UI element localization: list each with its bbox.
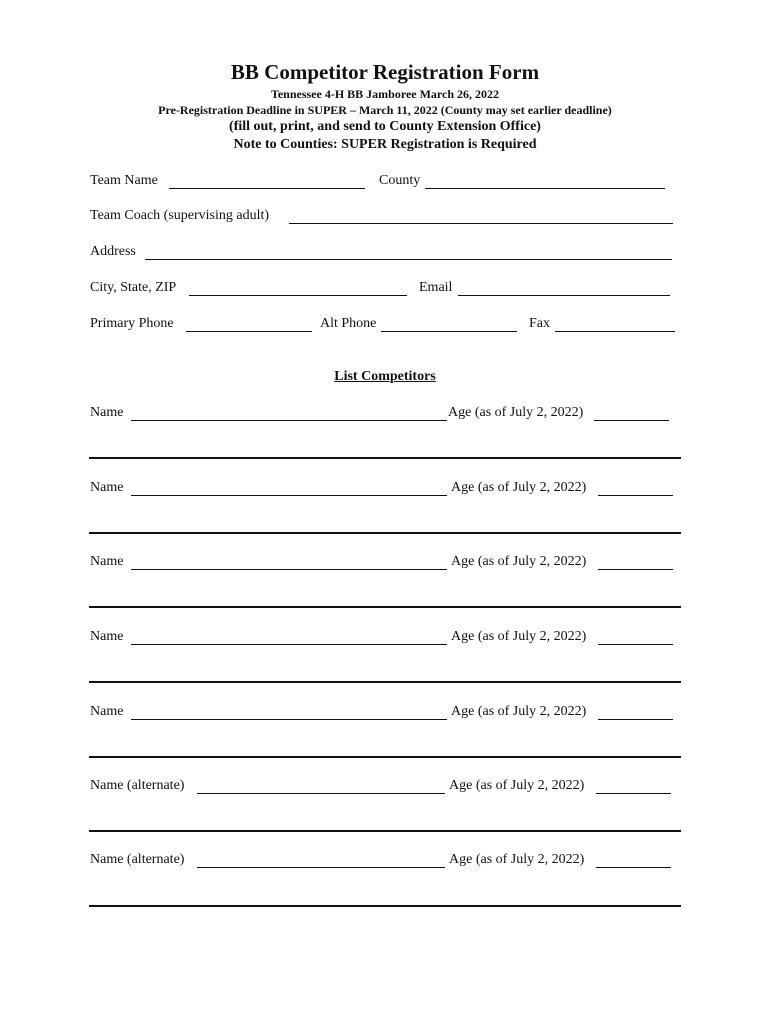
competitor-2-age-field[interactable] xyxy=(598,495,673,496)
competitor-4-name-label: Name xyxy=(90,629,124,644)
instructions-text: (fill out, print, and send to County Extension Office) xyxy=(229,119,541,134)
deadline-subtitle: Pre-Registration Deadline in SUPER – March 11, 2022 (County may set earlier deadline) xyxy=(158,103,612,117)
competitor-3-name-field[interactable] xyxy=(131,569,447,570)
email-label: Email xyxy=(419,280,453,295)
alternate-1-age-label: Age (as of July 2, 2022) xyxy=(449,778,585,793)
competitor-3-age-field[interactable] xyxy=(598,569,673,570)
fax-field[interactable] xyxy=(555,331,675,332)
competitor-4-age-label: Age (as of July 2, 2022) xyxy=(451,629,587,644)
competitor-5-age-field[interactable] xyxy=(598,719,673,720)
email-field[interactable] xyxy=(458,295,670,296)
county-label: County xyxy=(379,173,421,188)
competitor-5-name-label: Name xyxy=(90,704,124,719)
competitor-1-age-label: Age (as of July 2, 2022) xyxy=(448,405,584,420)
county-field[interactable] xyxy=(425,188,665,189)
competitor-3-divider[interactable] xyxy=(89,606,681,608)
alternate-1-age-field[interactable] xyxy=(596,793,671,794)
competitor-5-age-label: Age (as of July 2, 2022) xyxy=(451,704,587,719)
competitor-1-age-field[interactable] xyxy=(594,420,669,421)
competitor-1-name-label: Name xyxy=(90,405,124,420)
primary-phone-label: Primary Phone xyxy=(90,316,174,331)
competitor-2-name-field[interactable] xyxy=(131,495,447,496)
event-subtitle: Tennessee 4-H BB Jamboree March 26, 2022 xyxy=(270,87,500,101)
team-name-field[interactable] xyxy=(169,188,365,189)
competitor-2-age-label: Age (as of July 2, 2022) xyxy=(451,480,587,495)
competitor-3-name-label: Name xyxy=(90,554,124,569)
form-title: BB Competitor Registration Form xyxy=(230,60,540,84)
alternate-2-age-label: Age (as of July 2, 2022) xyxy=(449,852,585,867)
competitor-1-name-field[interactable] xyxy=(131,420,447,421)
competitor-2-name-label: Name xyxy=(90,480,124,495)
competitor-2-divider[interactable] xyxy=(89,532,681,534)
competitor-3-age-label: Age (as of July 2, 2022) xyxy=(451,554,587,569)
alternate-2-name-label: Name (alternate) xyxy=(90,852,185,867)
competitor-4-name-field[interactable] xyxy=(131,644,447,645)
alternate-2-divider[interactable] xyxy=(89,905,681,907)
alternate-2-age-field[interactable] xyxy=(596,867,671,868)
alternate-1-name-label: Name (alternate) xyxy=(90,778,185,793)
competitor-4-age-field[interactable] xyxy=(598,644,673,645)
competitor-5-name-field[interactable] xyxy=(131,719,447,720)
alternate-1-divider[interactable] xyxy=(89,830,681,832)
address-field[interactable] xyxy=(145,259,672,260)
list-competitors-heading: List Competitors xyxy=(334,369,436,384)
address-label: Address xyxy=(90,244,136,259)
team-name-label: Team Name xyxy=(90,173,158,188)
city-state-zip-field[interactable] xyxy=(189,295,407,296)
alternate-1-name-field[interactable] xyxy=(197,793,445,794)
team-coach-field[interactable] xyxy=(289,223,673,224)
team-coach-label: Team Coach (supervising adult) xyxy=(90,208,270,223)
city-state-zip-label: City, State, ZIP xyxy=(90,280,177,295)
alt-phone-label: Alt Phone xyxy=(320,316,377,331)
primary-phone-field[interactable] xyxy=(186,331,312,332)
competitor-5-divider[interactable] xyxy=(89,756,681,758)
alternate-2-name-field[interactable] xyxy=(197,867,445,868)
competitor-4-divider[interactable] xyxy=(89,681,681,683)
alt-phone-field[interactable] xyxy=(381,331,517,332)
county-note: Note to Counties: SUPER Registration is Required xyxy=(233,137,537,152)
fax-label: Fax xyxy=(529,316,550,331)
competitor-1-divider[interactable] xyxy=(89,457,681,459)
